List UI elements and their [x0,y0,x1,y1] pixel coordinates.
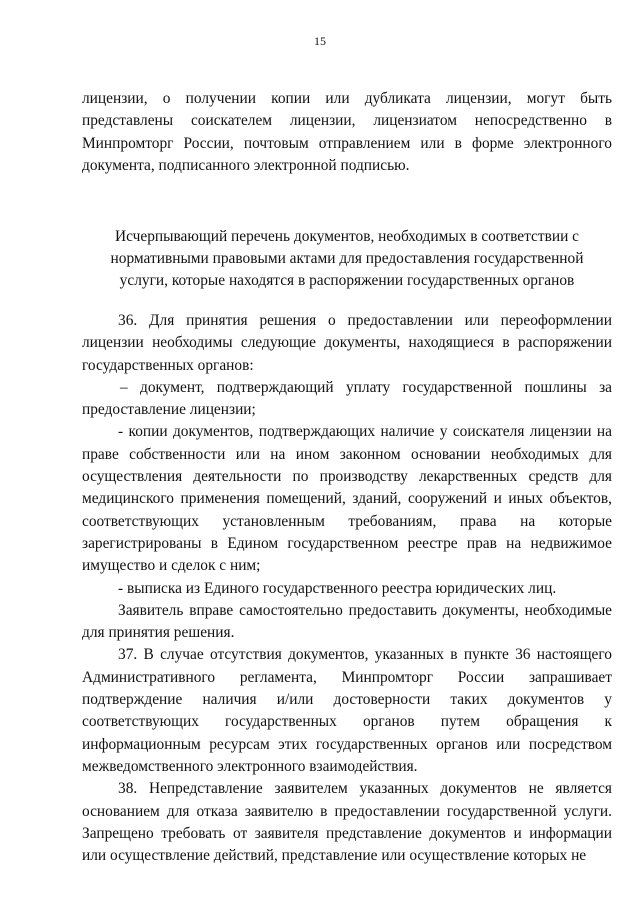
section-36-intro: 36. Для принятия решения о предоставлении или переоформлении лицензии необходимы следующие документы, находящиеся в распоряжении государственных органов: [82,312,612,374]
section-38: 38. Непредставление заявителем указанных документов не является основанием для отказа заявителю в предоставлении государственной услуги. Запрещено требовать от заявителя представление документов и информации или осуществление действий, представление или осуществление которых не [82,780,612,865]
section-36-note: Заявитель вправе самостоятельно предоставить документы, необходимые для принятия решения. [82,601,612,642]
section-36-item-1: – документ, подтверждающий уплату государственной пошлины за предоставление лицензии; [82,378,612,419]
section-37: 37. В случае отсутствия документов, указанных в пункте 36 настоящего Административного регламента, Минпромторг России запрашивает подтверждение наличия и/или достоверности таких документов у соответствующих государственных органов путем обращения к информационным ресурсам этих государственных органов или посредством межведомственного электронного взаимодействия. [82,646,612,775]
section-36-item-3: - выписка из Единого государственного реестра юридических лиц. [118,579,557,597]
intro-paragraph: лицензии, о получении копии или дубликата лицензии, могут быть представлены соискателем лицензии, лицензиатом непосредственно в Минпромторг России, почтовым отправлением или в форме электронного документа, подписанного электронной подписью. [82,90,612,174]
section-heading [82,226,612,292]
heading-line-3: услуги, которые находятся в распоряжении государственных органов [119,272,575,289]
heading-line-2: нормативными правовыми актами для предоставления государственной [110,250,584,267]
main-text-block [82,310,612,867]
page-number: 15 [314,34,326,48]
heading-line-1: Исчерпывающий перечень документов, необходимых в соответствии с [114,228,579,245]
intro-block [82,88,612,177]
section-36-item-2: - копии документов, подтверждающих наличие у соискателя лицензии на праве собственности или на ином законном основании необходимых для осуществления деятельности по производству лекарственных средств для медицинского применения помещений, зданий, сооружений и иных объектов, соответствующих установленным требованиям, права на которые зарегистрированы в Едином государственном реестре прав на недвижимое имущество и сделок с ним; [82,423,612,575]
